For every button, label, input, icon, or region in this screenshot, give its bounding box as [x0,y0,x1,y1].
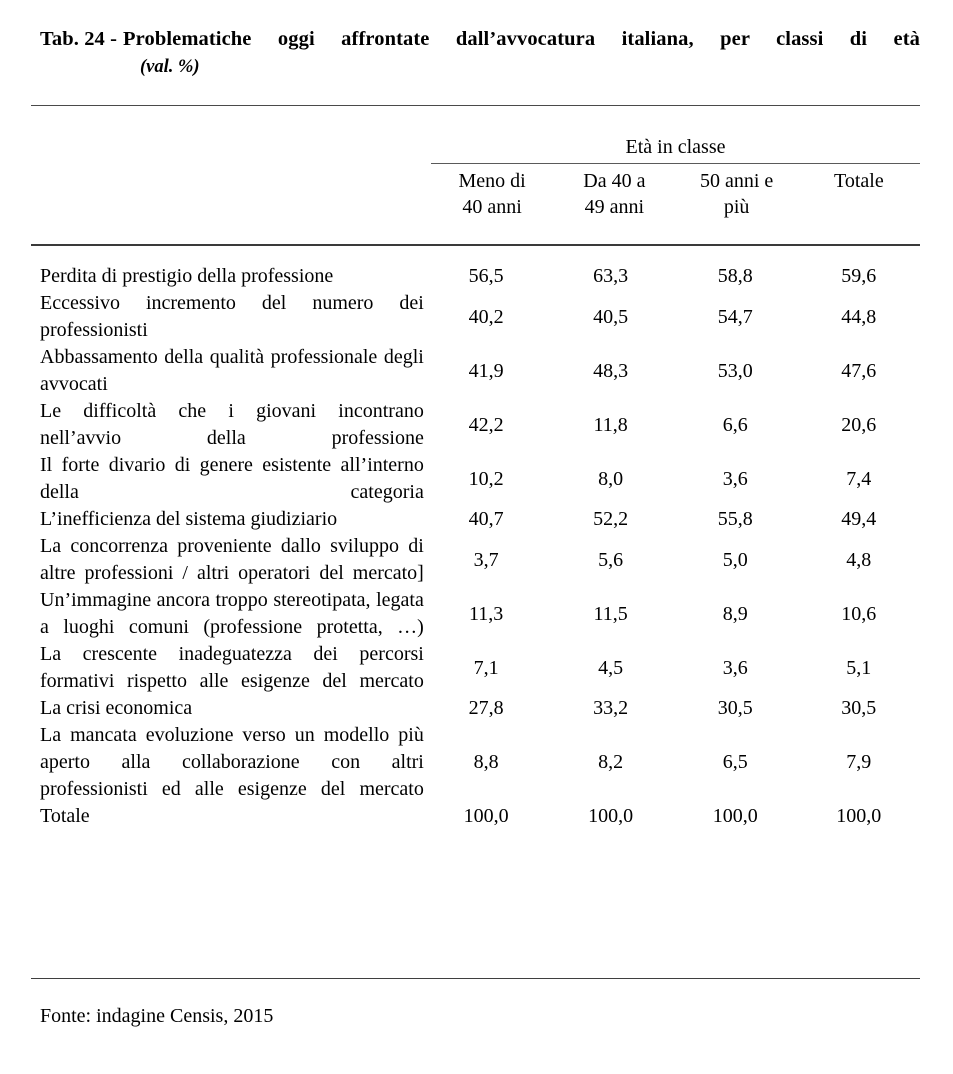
cell-value: 30,5 [841,697,877,719]
cell-value: 40,5 [593,305,629,328]
rule-header-bottom [31,244,920,246]
cell-value: 100,0 [463,805,509,827]
column-header-line2: più [723,196,750,218]
table-row [40,344,920,398]
table-row [40,695,920,722]
table-row [40,506,920,533]
column-header-40to49 [553,168,675,220]
cell-value: 54,7 [717,305,753,328]
table-number-label: Tab. 24 - [40,28,118,50]
cell-value: 100,0 [588,805,634,827]
row-label: Eccessivo incremento del numero dei professionisti [40,292,424,341]
table-subtitle: (val. %) [140,57,200,77]
table-body [40,263,920,830]
cell-value: 5,1 [846,656,872,679]
cell-value: 11,8 [593,413,628,436]
row-label: La crescente inadeguatezza dei percorsi formativi rispetto alle esigenze del mercato [40,643,424,692]
column-header-under40 [431,168,553,220]
table-row [40,263,920,290]
column-headers [431,168,920,220]
cell-value: 6,5 [722,751,748,773]
row-label: La concorrenza proveniente dallo sviluppo di altre professioni / altri operatori del mercato] [40,535,424,584]
rule-bottom [31,978,920,979]
cell-value: 58,8 [717,265,753,287]
column-header-line1: Totale [834,170,884,192]
cell-value: 8,0 [598,467,624,490]
source-note: Fonte: indagine Censis, 2015 [40,1005,274,1027]
cell-value: 100,0 [712,805,758,827]
cell-value: 30,5 [717,697,753,719]
rule-top [31,105,920,106]
cell-value: 11,5 [593,602,628,625]
row-label: Un’immagine ancora troppo stereotipata, legata a luoghi comuni (professione protetta, …) [40,589,424,638]
column-group-header: Età in classe [625,136,726,158]
row-label: L’inefficienza del sistema giudiziario [40,508,338,530]
cell-value: 8,8 [473,751,499,773]
cell-value: 100,0 [836,805,882,827]
cell-value: 5,6 [598,548,624,571]
column-header-line1: Da 40 a [583,170,646,192]
cell-value: 11,3 [468,602,504,625]
cell-value: 59,6 [841,265,877,287]
cell-value: 42,2 [468,413,504,436]
cell-value: 4,8 [846,548,872,571]
cell-value: 55,8 [717,508,753,530]
cell-value: 41,9 [468,359,504,382]
cell-value: 3,7 [473,548,499,571]
cell-value: 48,3 [593,359,629,382]
cell-value: 10,6 [841,602,877,625]
cell-value: 6,6 [722,413,748,436]
cell-value: 7,9 [846,751,872,773]
row-label: La crisi economica [40,697,193,719]
cell-value: 5,0 [722,548,748,571]
column-header-total [798,168,920,220]
table-row [40,587,920,641]
table-row [40,290,920,344]
cell-value: 56,5 [468,265,504,287]
table-row [40,641,920,695]
row-label: Il forte divario di genere esistente all’interno della categoria [40,454,424,503]
cell-value: 40,2 [468,305,504,328]
table-row [40,803,920,830]
column-header-line2: 49 anni [584,196,645,218]
cell-value: 7,4 [846,467,872,490]
table-title-text: Problematiche oggi affrontate dall’avvocatura italiana, per classi di età [123,28,920,50]
cell-value: 49,4 [841,508,877,530]
cell-value: 10,2 [468,467,504,490]
table-row [40,722,920,803]
cell-value: 3,6 [722,656,748,679]
cell-value: 53,0 [717,359,753,382]
row-label: Perdita di prestigio della professione [40,265,334,287]
cell-value: 7,1 [473,656,499,679]
cell-value: 8,2 [598,751,624,773]
cell-value: 47,6 [841,359,877,382]
column-header-50plus [676,168,798,220]
cell-value: 52,2 [593,508,629,530]
cell-value: 4,5 [598,656,624,679]
table-row [40,452,920,506]
table-title [40,26,920,52]
row-label: Totale [40,805,90,827]
column-header-line1: 50 anni e [699,170,774,192]
table-row [40,533,920,587]
cell-value: 27,8 [468,697,504,719]
column-header-line1: Meno di [458,170,526,192]
cell-value: 3,6 [722,467,748,490]
row-label: La mancata evoluzione verso un modello più aperto alla collaborazione con altri professionisti ed alle esigenze del mercato [40,724,424,800]
cell-value: 33,2 [593,697,629,719]
column-header-line2: 40 anni [462,196,522,218]
table-row [40,398,920,452]
table-title-block [40,26,920,79]
data-table [40,263,920,830]
cell-value: 44,8 [841,305,877,328]
cell-value: 8,9 [722,602,748,625]
cell-value: 63,3 [593,265,629,287]
cell-value: 20,6 [841,413,877,436]
rule-group-header [431,163,920,164]
cell-value: 40,7 [468,508,504,530]
row-label: Le difficoltà che i giovani incontrano nell’avvio della professione [40,400,424,449]
row-label: Abbassamento della qualità professionale degli avvocati [40,346,424,395]
